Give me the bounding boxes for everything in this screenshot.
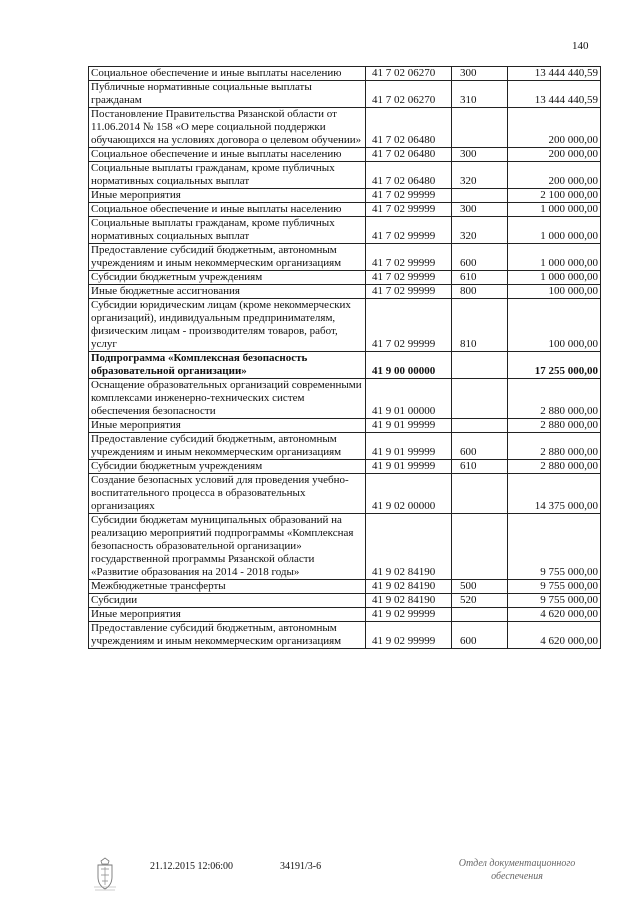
footer-date: 21.12.2015 12:06:00 [150, 861, 234, 872]
row-amount-cell: 9 755 000,00 [508, 580, 601, 594]
row-code-cell: 41 7 02 99999 [366, 217, 452, 244]
row-expense-type-cell [452, 514, 508, 580]
row-name-cell: Субсидии юридическим лицам (кроме некоммерческих организаций), индивидуальным предпринимателям, физическим лицам - производителям товаров, работ, услуг [89, 299, 366, 352]
row-expense-type-cell: 800 [452, 285, 508, 299]
row-name-cell: Субсидии бюджетам муниципальных образований на реализацию мероприятий подпрограммы «Комплексная безопасность образовательной организации» государственной программы Рязанской области «Развитие образования на 2014 - 2018 годы» [89, 514, 366, 580]
row-code-cell: 41 7 02 99999 [366, 203, 452, 217]
table-row [89, 203, 601, 217]
row-name-cell: Социальное обеспечение и иные выплаты населению [89, 148, 366, 162]
row-name-cell: Публичные нормативные социальные выплаты гражданам [89, 81, 366, 108]
row-expense-type-cell: 610 [452, 460, 508, 474]
row-amount-cell: 1 000 000,00 [508, 203, 601, 217]
row-expense-type-cell: 600 [452, 433, 508, 460]
row-amount-cell: 9 755 000,00 [508, 514, 601, 580]
row-expense-type-cell [452, 419, 508, 433]
row-expense-type-cell: 300 [452, 67, 508, 81]
row-expense-type-cell: 610 [452, 271, 508, 285]
table-row [89, 271, 601, 285]
row-expense-type-cell: 300 [452, 203, 508, 217]
table-row [89, 580, 601, 594]
table-row [89, 460, 601, 474]
row-code-cell: 41 7 02 06480 [366, 148, 452, 162]
row-name-cell: Предоставление субсидий бюджетным, автономным учреждениям и иным некоммерческим организациям [89, 622, 366, 649]
row-code-cell: 41 7 02 99999 [366, 285, 452, 299]
row-expense-type-cell [452, 352, 508, 379]
table-row [89, 622, 601, 649]
row-expense-type-cell: 310 [452, 81, 508, 108]
table-row [89, 148, 601, 162]
row-expense-type-cell: 810 [452, 299, 508, 352]
row-expense-type-cell: 320 [452, 217, 508, 244]
table-row [89, 162, 601, 189]
row-name-cell: Иные мероприятия [89, 189, 366, 203]
row-name-cell: Предоставление субсидий бюджетным, автономным учреждениям и иным некоммерческим организациям [89, 433, 366, 460]
row-name-cell: Иные мероприятия [89, 608, 366, 622]
row-expense-type-cell: 600 [452, 622, 508, 649]
row-name-cell: Социальные выплаты гражданам, кроме публичных нормативных социальных выплат [89, 217, 366, 244]
row-code-cell: 41 7 02 99999 [366, 244, 452, 271]
table-row [89, 189, 601, 203]
row-expense-type-cell: 300 [452, 148, 508, 162]
row-amount-cell: 2 880 000,00 [508, 433, 601, 460]
row-amount-cell: 100 000,00 [508, 299, 601, 352]
row-amount-cell: 1 000 000,00 [508, 271, 601, 285]
table-row [89, 299, 601, 352]
table-row [89, 433, 601, 460]
footer-department: Отдел документационного обеспечения [458, 858, 576, 882]
row-code-cell: 41 7 02 99999 [366, 271, 452, 285]
row-code-cell: 41 7 02 06480 [366, 162, 452, 189]
row-code-cell: 41 9 02 84190 [366, 594, 452, 608]
row-amount-cell: 1 000 000,00 [508, 217, 601, 244]
table-row [89, 419, 601, 433]
table-row [89, 608, 601, 622]
row-name-cell: Социальные выплаты гражданам, кроме публичных нормативных социальных выплат [89, 162, 366, 189]
row-amount-cell: 100 000,00 [508, 285, 601, 299]
row-name-cell: Оснащение образовательных организаций современными комплексами инженерно-технических систем обеспечения безопасности [89, 379, 366, 419]
ryazan-coat-of-arms-icon [92, 857, 118, 891]
row-name-cell: Субсидии бюджетным учреждениям [89, 271, 366, 285]
footer-doc-number: 34191/3-6 [280, 861, 322, 872]
row-code-cell: 41 9 02 84190 [366, 514, 452, 580]
table-row [89, 474, 601, 514]
table-row [89, 379, 601, 419]
row-name-cell: Субсидии бюджетным учреждениям [89, 460, 366, 474]
row-code-cell: 41 9 01 99999 [366, 433, 452, 460]
row-code-cell: 41 7 02 06270 [366, 81, 452, 108]
page-number: 140 [572, 40, 589, 52]
row-amount-cell: 2 880 000,00 [508, 379, 601, 419]
row-code-cell: 41 7 02 99999 [366, 299, 452, 352]
table-row [89, 594, 601, 608]
row-expense-type-cell [452, 108, 508, 148]
row-name-cell: Межбюджетные трансферты [89, 580, 366, 594]
row-name-cell: Иные бюджетные ассигнования [89, 285, 366, 299]
budget-table [88, 66, 601, 649]
table-row [89, 514, 601, 580]
row-code-cell: 41 9 02 00000 [366, 474, 452, 514]
row-amount-cell: 2 100 000,00 [508, 189, 601, 203]
row-code-cell: 41 9 00 00000 [366, 352, 452, 379]
table-row [89, 108, 601, 148]
row-code-cell: 41 7 02 99999 [366, 189, 452, 203]
row-code-cell: 41 9 02 84190 [366, 580, 452, 594]
row-amount-cell: 2 880 000,00 [508, 460, 601, 474]
table-row [89, 81, 601, 108]
row-name-cell: Субсидии [89, 594, 366, 608]
row-amount-cell: 1 000 000,00 [508, 244, 601, 271]
row-code-cell: 41 7 02 06270 [366, 67, 452, 81]
row-amount-cell: 4 620 000,00 [508, 622, 601, 649]
row-expense-type-cell [452, 379, 508, 419]
row-expense-type-cell: 320 [452, 162, 508, 189]
row-amount-cell: 2 880 000,00 [508, 419, 601, 433]
row-code-cell: 41 9 02 99999 [366, 622, 452, 649]
row-expense-type-cell: 600 [452, 244, 508, 271]
row-amount-cell: 200 000,00 [508, 162, 601, 189]
row-expense-type-cell [452, 189, 508, 203]
row-amount-cell: 9 755 000,00 [508, 594, 601, 608]
row-name-cell: Создание безопасных условий для проведения учебно-воспитательного процесса в образовательных организациях [89, 474, 366, 514]
table-row [89, 217, 601, 244]
row-expense-type-cell: 500 [452, 580, 508, 594]
table-row [89, 67, 601, 81]
row-amount-cell: 13 444 440,59 [508, 67, 601, 81]
row-name-cell: Иные мероприятия [89, 419, 366, 433]
row-code-cell: 41 9 02 99999 [366, 608, 452, 622]
table-row [89, 285, 601, 299]
table-row [89, 352, 601, 379]
row-name-cell: Предоставление субсидий бюджетным, автономным учреждениям и иным некоммерческим организациям [89, 244, 366, 271]
row-amount-cell: 17 255 000,00 [508, 352, 601, 379]
page-footer [0, 857, 640, 897]
row-amount-cell: 14 375 000,00 [508, 474, 601, 514]
row-name-cell: Подпрограмма «Комплексная безопасность образовательной организации» [89, 352, 366, 379]
table-row [89, 244, 601, 271]
budget-table-body [89, 67, 601, 649]
row-amount-cell: 200 000,00 [508, 148, 601, 162]
row-expense-type-cell [452, 608, 508, 622]
row-expense-type-cell [452, 474, 508, 514]
row-code-cell: 41 9 01 99999 [366, 419, 452, 433]
row-code-cell: 41 9 01 99999 [366, 460, 452, 474]
row-name-cell: Социальное обеспечение и иные выплаты населению [89, 67, 366, 81]
row-name-cell: Постановление Правительства Рязанской области от 11.06.2014 № 158 «О мере социальной поддержки обучающихся на условиях договора о целевом обучении» [89, 108, 366, 148]
row-code-cell: 41 9 01 00000 [366, 379, 452, 419]
row-amount-cell: 200 000,00 [508, 108, 601, 148]
row-amount-cell: 4 620 000,00 [508, 608, 601, 622]
row-amount-cell: 13 444 440,59 [508, 81, 601, 108]
row-name-cell: Социальное обеспечение и иные выплаты населению [89, 203, 366, 217]
row-code-cell: 41 7 02 06480 [366, 108, 452, 148]
row-expense-type-cell: 520 [452, 594, 508, 608]
